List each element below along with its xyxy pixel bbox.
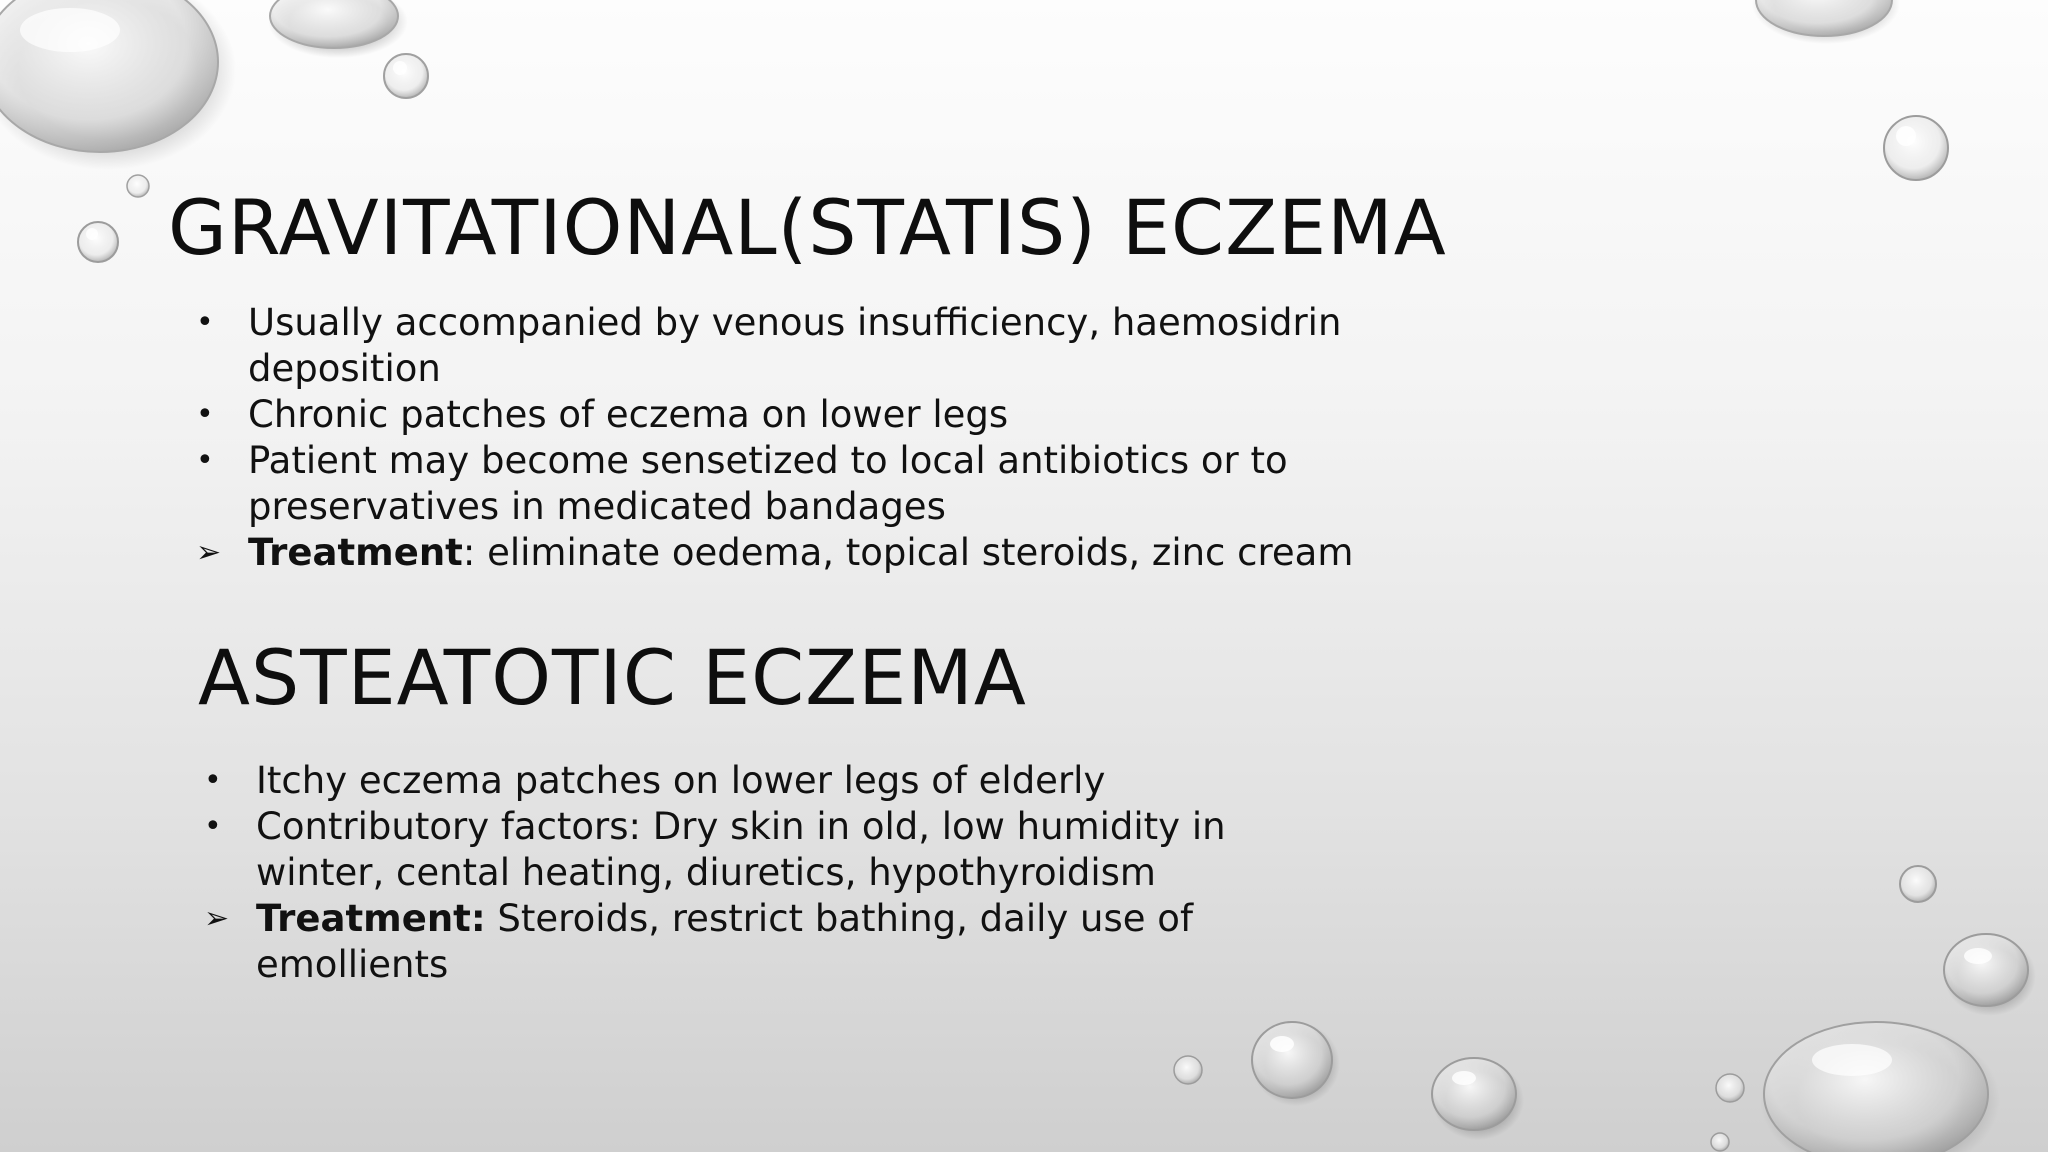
drop-icon	[1884, 116, 1948, 180]
drop-icon	[1716, 1074, 1744, 1102]
list-item-text: Steroids, restrict bathing, daily use of emollients	[256, 897, 1193, 986]
list-item-lead: Treatment:	[256, 897, 486, 940]
bullet-icon: •	[196, 305, 214, 340]
list-item-text: : eliminate oedema, topical steroids, zinc cream	[462, 531, 1354, 574]
drop-icon	[1432, 1058, 1524, 1140]
drop-icon	[1760, 1020, 2000, 1152]
list-item	[196, 438, 1356, 530]
drop-icon	[127, 175, 149, 197]
drop-icon	[384, 54, 428, 98]
list-item	[204, 804, 1344, 896]
list-item	[196, 392, 1356, 438]
list-item	[204, 896, 1344, 988]
list-item-text: Patient may become sensetized to local antibiotics or to preservatives in medicated bandages	[248, 439, 1288, 528]
bullet-icon: •	[204, 809, 222, 844]
bullet-list-gravitational	[196, 300, 1356, 576]
list-item	[196, 300, 1356, 392]
list-item-lead: Treatment	[248, 531, 463, 574]
drop-icon	[0, 0, 236, 170]
list-item-text: Contributory factors: Dry skin in old, low humidity in winter, cental heating, diuretics, hypothyroidism	[256, 805, 1226, 894]
bullet-icon: •	[196, 397, 214, 432]
bullet-icon: •	[204, 763, 222, 798]
section-title-gravitational: GRAVITATIONAL(STATIS) ECZEMA	[168, 183, 1447, 272]
list-item-text: Itchy eczema patches on lower legs of elderly	[256, 759, 1106, 802]
list-item	[196, 530, 1356, 576]
bullet-list-asteatotic	[204, 758, 1344, 988]
arrow-bullet-icon: ➢	[204, 901, 230, 936]
list-item	[204, 758, 1344, 804]
drop-icon	[1711, 1133, 1729, 1151]
bullet-icon: •	[196, 443, 214, 478]
section-title-asteatotic: ASTEATOTIC ECZEMA	[198, 633, 1027, 722]
drop-icon	[268, 0, 408, 58]
arrow-bullet-icon: ➢	[196, 535, 222, 570]
drop-icon	[1900, 866, 1936, 902]
drop-icon	[1752, 0, 1900, 44]
drop-icon	[1944, 934, 2036, 1016]
drop-icon	[1252, 1022, 1340, 1106]
list-item-text: Usually accompanied by venous insufficiency, haemosidrin deposition	[248, 301, 1342, 390]
list-item-text: Chronic patches of eczema on lower legs	[248, 393, 1009, 436]
drop-icon	[78, 222, 118, 262]
drop-icon	[1174, 1056, 1202, 1084]
